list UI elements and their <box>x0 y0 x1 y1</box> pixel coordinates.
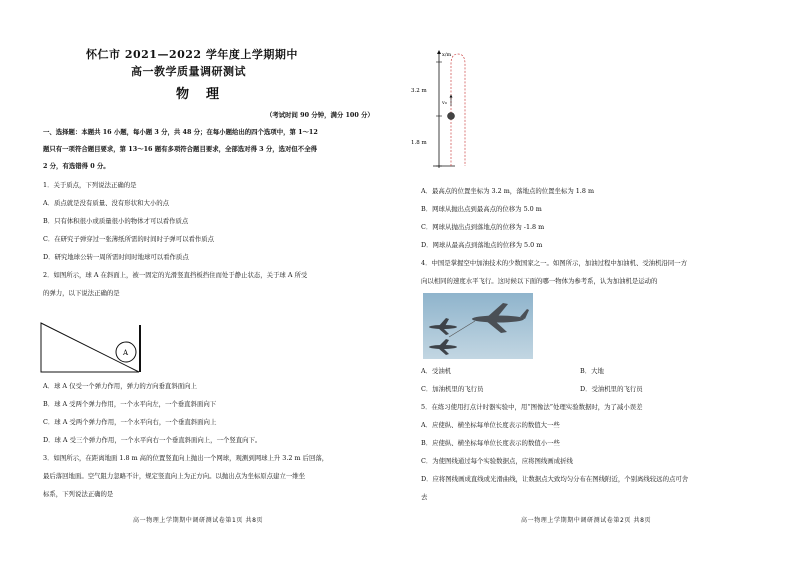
q5-option-d-line1: D．应将图线画成直线或光滑曲线，让数据点大致均匀分布在图线附近，个别离线较远的点可舍 <box>421 475 689 483</box>
q2-option-a: A．球 A 仅受一个弹力作用，弹力的方向垂直斜面向上 <box>43 382 197 390</box>
q3-stem-line3: 标系，下列说法正确的是 <box>43 490 114 498</box>
q4-option-d: D．受油机里的飞行员 <box>580 385 643 393</box>
q1-option-a: A．质点就是没有质量、没有形状和大小的点 <box>43 199 170 207</box>
section1-intro-line1: 一、选择题：本题共 16 小题，每小题 3 分，共 48 分；在每小题给出的四个选项中，第 1～12 <box>43 128 318 136</box>
tennis-ball <box>448 113 455 120</box>
q5-option-b: B．应使纵、横坐标每单位长度表示的数值小一些 <box>421 439 560 447</box>
exam-page-2 <box>397 0 794 561</box>
exam-subject: 物 理 <box>176 87 222 102</box>
q2-option-b: B．球 A 受两个弹力作用，一个水平向左，一个垂直斜面向下 <box>43 400 217 408</box>
section1-intro-line2: 题只有一项符合题目要求，第 13～16 题有多项符合题目要求，全部选对得 3 分，选对但不全得 <box>43 145 317 153</box>
q4-stem-line1: 4．中国是掌握空中加油技术的少数国家之一。如图所示，加油过程中加油机、受油机沿同一方 <box>421 259 688 267</box>
q3-option-a: A．最高点的位置坐标为 3.2 m，落地点的位置坐标为 1.8 m <box>421 187 594 195</box>
q3-option-c: C．网球从抛出点到落地点的位移为 -1.8 m <box>421 223 545 231</box>
q2-incline-diagram <box>40 322 150 374</box>
height-top-label: 3.2 m <box>411 88 427 94</box>
height-bottom-label: 1.8 m <box>411 140 427 146</box>
q5-option-c: C．为使图线通过每个实验数据点，应将图线画成折线 <box>421 457 573 465</box>
exam-time-info: （考试时间 90 分钟，满分 100 分） <box>266 111 374 119</box>
q3-stem-line2: 最后落回地面。空气阻力忽略不计，规定竖直向上为正方向。以抛出点为坐标原点建立一维坐 <box>43 472 306 480</box>
q2-stem-line2: 的弹力，以下说法正确的是 <box>43 289 120 297</box>
ball-a-label: A <box>123 349 129 357</box>
q3-tennis-ball-diagram <box>411 48 473 172</box>
q3-stem-line1: 3．如图所示，在距离地面 1.8 m 高的位置竖直向上抛出一个网球，观测到网球上升 3.2 m 后回落， <box>43 454 329 462</box>
page1-footer: 高一物理上学期期中调研测试卷第1页 共8页 <box>133 517 264 524</box>
q3-option-d: D．网球从最高点到落地点的位移为 5.0 m <box>421 241 543 249</box>
q1-option-b: B．只有体积很小或质量很小的物体才可以看作质点 <box>43 217 189 225</box>
q4-stem-line2: 向以相同的速度水平飞行。这时候以下面的哪一物体为参考系，认为加油机是运动的 <box>421 277 658 285</box>
q1-option-c: C．在研究子弹穿过一张薄纸所需的时间时子弹可以看作质点 <box>43 235 215 243</box>
section1-intro-line3: 2 分，有选错得 0 分。 <box>43 162 110 170</box>
x-axis-label: x/m <box>442 52 452 58</box>
q3-option-b: B．网球从抛出点到最高点的位移为 5.0 m <box>421 205 542 213</box>
q1-stem: 1．关于质点，下列说法正确的是 <box>43 181 137 189</box>
q4-option-b: B．大地 <box>580 367 604 375</box>
q4-option-a: A．受油机 <box>421 367 452 375</box>
ball-trajectory <box>451 54 465 166</box>
exam-title-line1: 怀仁市 2021—2022 学年度上学期期中 <box>86 48 298 61</box>
exam-title-line2: 高一教学质量调研测试 <box>131 65 246 78</box>
page2-footer: 高一物理上学期期中调研测试卷第2页 共8页 <box>521 517 652 524</box>
q4-option-c: C．加油机里的飞行员 <box>421 385 484 393</box>
q5-option-a: A．应使纵、横坐标每单位长度表示的数值大一些 <box>421 421 560 429</box>
q2-stem-line1: 2．如图所示，球 A 在斜面上，被一固定的光滑竖直挡板挡住而处于静止状态，关于球 A 所受 <box>43 271 308 279</box>
q4-refueling-photo <box>423 293 533 359</box>
q1-option-d: D．研究地球公转一周所需时间时地球可以看作质点 <box>43 253 189 261</box>
q2-option-d: D．球 A 受三个弹力作用，一个水平向右一个垂直斜面向上，一个竖直向下。 <box>43 436 262 444</box>
q2-option-c: C．球 A 受两个弹力作用，一个水平向右，一个垂直斜面向上 <box>43 418 217 426</box>
velocity-label: v₀ <box>442 100 447 106</box>
q5-option-d-line2: 去 <box>421 493 428 501</box>
q5-stem: 5．在练习使用打点计时器实验中，用“图像法”处理实验数据时，为了减小误差 <box>421 403 643 411</box>
